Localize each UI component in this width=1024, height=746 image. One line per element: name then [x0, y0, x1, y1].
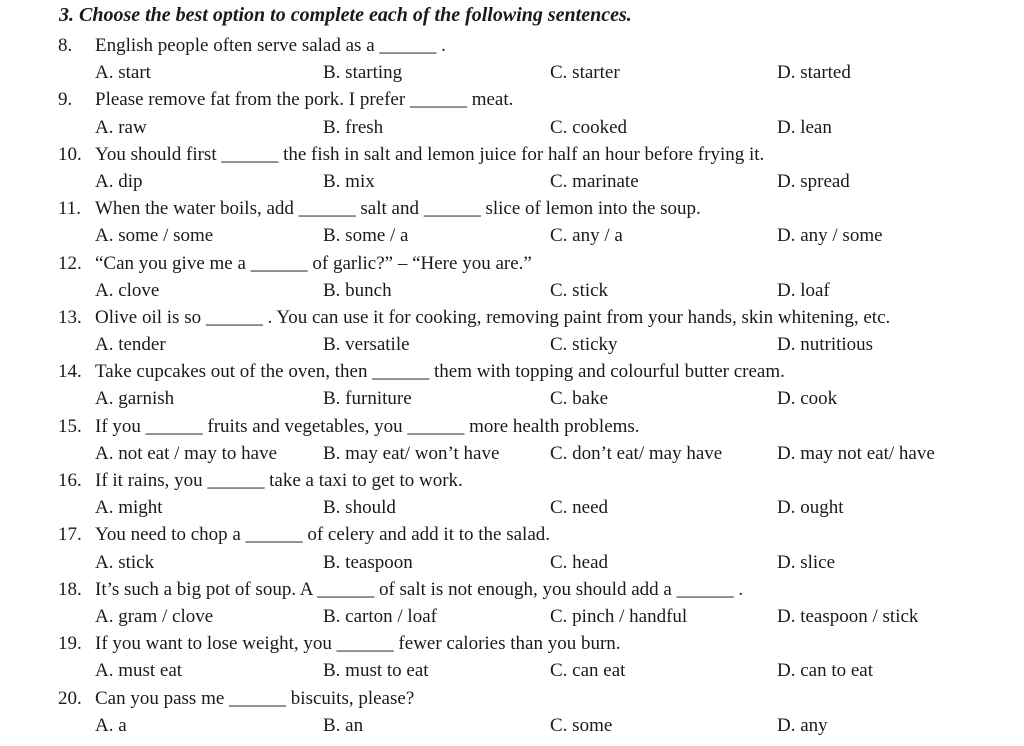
option-b: B. versatile — [323, 334, 410, 356]
exercise-heading: 3. Choose the best option to complete each of the following sentences. — [59, 4, 632, 26]
question-text: If it rains, you ______ take a taxi to get to work. — [95, 470, 463, 491]
option-c: C. pinch / handful — [550, 605, 688, 627]
options-row — [58, 168, 1018, 195]
question-text: Take cupcakes out of the oven, then ______ them with topping and colourful butter cream. — [95, 361, 785, 383]
option-b: B. some / a — [323, 225, 409, 247]
question-row — [58, 521, 1018, 548]
option-d: D. nutritious — [777, 334, 874, 356]
options-row — [58, 114, 1018, 141]
option-b: B. bunch — [323, 279, 392, 301]
question-row — [58, 250, 1018, 277]
options-row — [58, 657, 1018, 684]
option-c: C. any / a — [550, 225, 623, 247]
option-a: A. garnish — [95, 388, 175, 410]
question-text: You need to chop a ______ of celery and add it to the salad. — [95, 524, 551, 546]
option-b: B. must to eat — [323, 660, 429, 682]
question-number: 13. — [58, 306, 82, 328]
option-c: C. some — [550, 714, 613, 736]
option-c: C. don’t eat/ may have — [550, 442, 723, 464]
option-d: D. cook — [777, 388, 838, 410]
option-d: D. any — [777, 714, 828, 736]
question-row — [58, 86, 1018, 113]
options-row — [58, 603, 1018, 630]
option-c: C. marinate — [550, 170, 639, 192]
option-c: C. stick — [550, 279, 609, 301]
option-b: B. carton / loaf — [323, 605, 437, 627]
option-a: A. raw — [95, 116, 147, 138]
question-number: 14. — [58, 361, 82, 383]
option-a: A. tender — [95, 334, 166, 356]
question-number: 12. — [58, 252, 82, 274]
question-row — [58, 358, 1018, 385]
option-a: A. gram / clove — [95, 605, 214, 627]
option-c: C. sticky — [550, 334, 618, 356]
option-b: B. should — [323, 497, 396, 519]
options-row — [58, 494, 1018, 521]
question-number: 18. — [58, 578, 82, 600]
option-c: C. cooked — [550, 116, 628, 138]
option-c: C. bake — [550, 388, 609, 410]
question-row — [58, 141, 1018, 168]
option-d: D. lean — [777, 116, 832, 138]
question-number: 17. — [58, 524, 82, 546]
option-c: C. starter — [550, 62, 620, 84]
option-a: A. must eat — [95, 660, 183, 682]
option-c: C. can eat — [550, 660, 626, 682]
options-row — [58, 222, 1018, 249]
option-d: D. ought — [777, 497, 844, 519]
question-number: 8. — [58, 35, 73, 56]
option-b: B. may eat/ won’t have — [323, 442, 500, 464]
option-d: D. loaf — [777, 279, 830, 301]
question-number: 19. — [58, 633, 82, 655]
option-b: B. mix — [323, 170, 375, 192]
option-a: A. dip — [95, 170, 143, 192]
option-d: D. spread — [777, 170, 850, 192]
question-number: 10. — [58, 143, 82, 165]
question-text: Please remove fat from the pork. I prefer ______ meat. — [95, 89, 514, 111]
option-a: A. start — [95, 62, 151, 84]
option-d: D. started — [777, 62, 851, 84]
option-c: C. need — [550, 497, 609, 519]
options-row — [58, 331, 1018, 358]
question-row — [58, 630, 1018, 657]
question-number: 9. — [58, 89, 73, 111]
question-row — [58, 304, 1018, 331]
question-text: Olive oil is so ______ . You can use it for cooking, removing paint from your hands, skin whitening, etc. — [95, 306, 891, 328]
options-row — [58, 440, 1018, 467]
question-number: 16. — [58, 470, 82, 491]
question-text: It’s such a big pot of soup. A ______ of salt is not enough, you should add a ______ . — [95, 578, 744, 600]
option-c: C. head — [550, 551, 609, 573]
option-a: A. stick — [95, 551, 155, 573]
question-text: If you ______ fruits and vegetables, you ______ more health problems. — [95, 415, 640, 437]
options-row — [58, 277, 1018, 304]
question-row — [58, 685, 1018, 712]
question-text: When the water boils, add ______ salt and ______ slice of lemon into the soup. — [95, 198, 701, 220]
options-row — [58, 549, 1018, 576]
question-text: English people often serve salad as a ______ . — [95, 35, 446, 56]
option-b: B. furniture — [323, 388, 412, 410]
option-b: B. an — [323, 714, 364, 736]
option-d: D. may not eat/ have — [777, 442, 935, 464]
option-b: B. teaspoon — [323, 551, 413, 573]
question-text: “Can you give me a ______ of garlic?” – “Here you are.” — [95, 252, 532, 274]
options-row — [58, 385, 1018, 412]
option-d: D. teaspoon / stick — [777, 605, 919, 627]
question-number: 20. — [58, 687, 82, 709]
option-a: A. a — [95, 714, 127, 736]
question-row — [58, 576, 1018, 603]
option-a: A. not eat / may to have — [95, 442, 278, 464]
question-list — [58, 32, 1018, 739]
options-row — [58, 59, 1018, 86]
option-a: A. some / some — [95, 225, 214, 247]
question-text: You should first ______ the fish in salt and lemon juice for half an hour before frying it. — [95, 143, 765, 165]
option-b: B. starting — [323, 62, 403, 84]
options-row — [58, 712, 1018, 739]
option-d: D. can to eat — [777, 660, 874, 682]
option-d: D. slice — [777, 551, 836, 573]
option-d: D. any / some — [777, 225, 883, 247]
option-b: B. fresh — [323, 116, 384, 138]
option-a: A. clove — [95, 279, 160, 301]
question-number: 15. — [58, 415, 82, 437]
question-row — [58, 467, 1018, 494]
question-row — [58, 195, 1018, 222]
question-row — [58, 413, 1018, 440]
question-number: 11. — [58, 198, 82, 220]
question-text: If you want to lose weight, you ______ fewer calories than you burn. — [95, 633, 621, 655]
question-row — [58, 32, 1018, 59]
option-a: A. might — [95, 497, 163, 519]
question-text: Can you pass me ______ biscuits, please? — [95, 687, 415, 709]
